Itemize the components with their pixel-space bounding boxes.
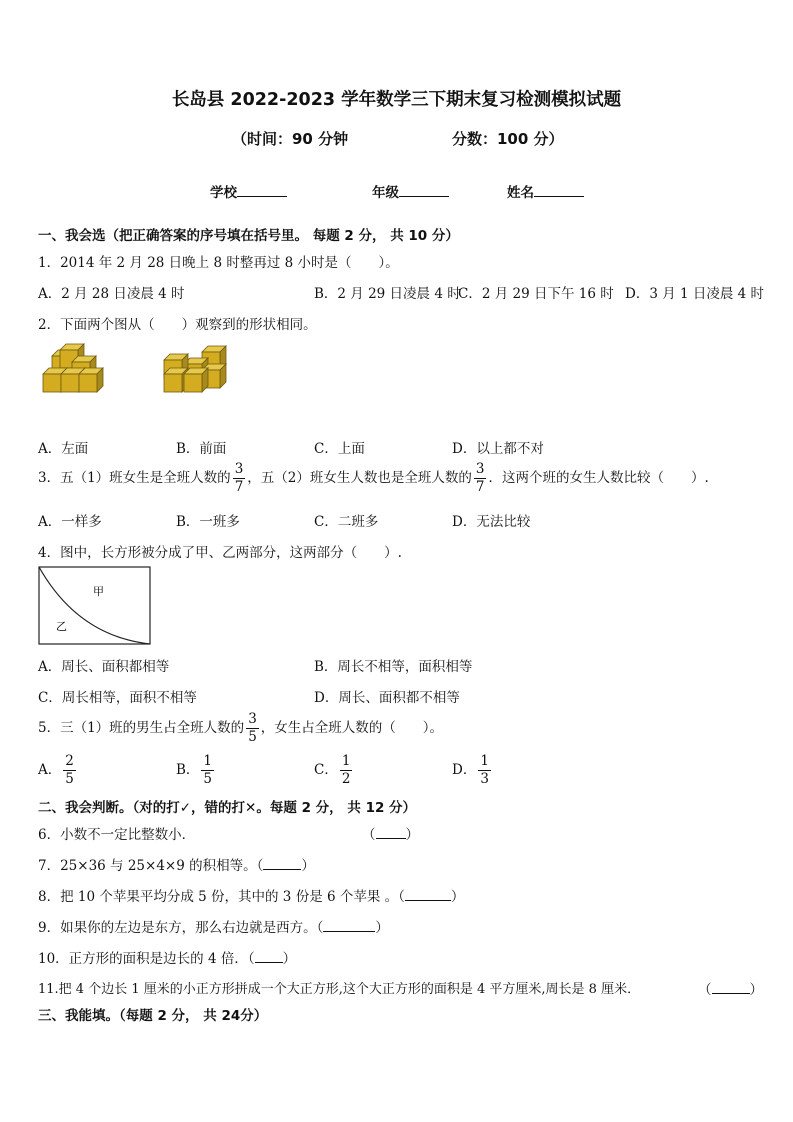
q3-option-b: B．一班多 (176, 514, 240, 530)
question-4: 4．图中，长方形被分成了甲、乙两部分，这两部分（ ）. (38, 545, 402, 561)
page-title: 长岛县 2022-2023 学年数学三下期末复习检测模拟试题 (171, 90, 622, 110)
q3-fraction-1: $\frac{3}{7}$ (234, 461, 244, 495)
question-6: 6．小数不一定比整数小． (38, 827, 196, 843)
section-3-heading: 三、我能填。（每题 2 分， 共 24分） (38, 1008, 268, 1024)
q5-option-b: B． $\frac{1}{5}$ (176, 753, 213, 787)
q5-fraction: $\frac{3}{5}$ (248, 711, 257, 745)
q2-option-c: C．上面 (314, 441, 365, 457)
total-score: 分数：100 分） (452, 130, 564, 148)
question-3: 3．五（1）班女生是全班人数的 $\frac{3}{7}$ ，五（2）班女生人数也是全班人数的 $\frac{3}{7}$ ．这两个班的女生人数比较（ ）. (38, 461, 709, 495)
q5-option-a: A． $\frac{2}{5}$ (38, 753, 74, 787)
label-yi: 乙 (56, 620, 67, 633)
q2-option-b: B．前面 (176, 441, 227, 457)
question-5: 5．三（1）班的男生占全班人数的 $\frac{3}{5}$ ，女生占全班人数的（ ）。 (38, 711, 444, 745)
question-1: 1．2014 年 2 月 28 日晚上 8 时整再过 8 小时是（ ）。 (38, 255, 399, 271)
question-7: 7．25×36 与 25×4×9 的积相等。（ ） (38, 858, 315, 874)
q7-answer-blank (263, 857, 301, 870)
cube-figure-left (43, 344, 103, 392)
grade-field: 年级 (372, 181, 449, 201)
question-10: 10．正方形的面积是边长的 4 倍．（ ） (38, 951, 297, 967)
q5-option-d: D． $\frac{1}{3}$ (452, 753, 489, 787)
q11-answer-blank: （ ） (698, 982, 763, 998)
q1-option-c: C．2 月 29 日下午 16 时 (458, 286, 614, 302)
q4-option-c: C．周长相等，面积不相等 (38, 690, 197, 706)
q5-option-c: C． $\frac{1}{2}$ (314, 753, 351, 787)
q3-option-c: C．二班多 (314, 514, 379, 530)
q10-answer-blank (255, 950, 283, 963)
time-limit: （时间：90 分钟 (232, 130, 349, 148)
name-field: 姓名 (507, 181, 584, 201)
q1-option-d: D．3 月 1 日凌晨 4 时 (625, 286, 765, 302)
q3-option-a: A．一样多 (38, 514, 102, 530)
question-9: 9．如果你的左边是东方，那么右边就是西方。（ ） (38, 920, 389, 936)
q1-option-b: B．2 月 29 日凌晨 4 时 (314, 286, 461, 302)
question-2: 2．下面两个图从（ ）观察到的形状相同。 (38, 317, 317, 333)
rectangle-figure (38, 566, 152, 646)
q3-option-d: D．无法比较 (452, 514, 531, 530)
q4-option-b: B．周长不相等，面积相等 (314, 659, 473, 675)
q2-option-d: D．以上都不对 (452, 441, 544, 457)
q2-option-a: A．左面 (38, 441, 89, 457)
cube-figure-right (164, 346, 226, 392)
label-jia: 甲 (93, 585, 104, 598)
cube-figures (40, 338, 240, 398)
q1-option-a: A．2 月 28 日凌晨 4 时 (38, 286, 185, 302)
section-2-heading: 二、我会判断。（对的打✓，错的打✕。每题 2 分， 共 12 分） (38, 800, 417, 816)
q4-option-a: A．周长、面积都相等 (38, 659, 170, 675)
school-field: 学校 (210, 181, 287, 201)
q4-option-d: D．周长、面积都不相等 (314, 690, 460, 706)
section-1-heading: 一、我会选（把正确答案的序号填在括号里。 每题 2 分， 共 10 分） (38, 228, 459, 244)
question-8: 8．把 10 个苹果平均分成 5 份，其中的 3 份是 6 个苹果 。（ ） (38, 889, 465, 905)
q9-answer-blank (323, 919, 375, 932)
q3-fraction-2: $\frac{3}{7}$ (475, 461, 485, 495)
q6-answer-blank: （ ） (362, 827, 419, 843)
question-11: 11.把 4 个边长 1 厘米的小正方形拼成一个大正方形,这个大正方形的面积是 4 平方厘米,周长是 8 厘米． (38, 982, 641, 997)
q8-answer-blank (405, 888, 451, 901)
